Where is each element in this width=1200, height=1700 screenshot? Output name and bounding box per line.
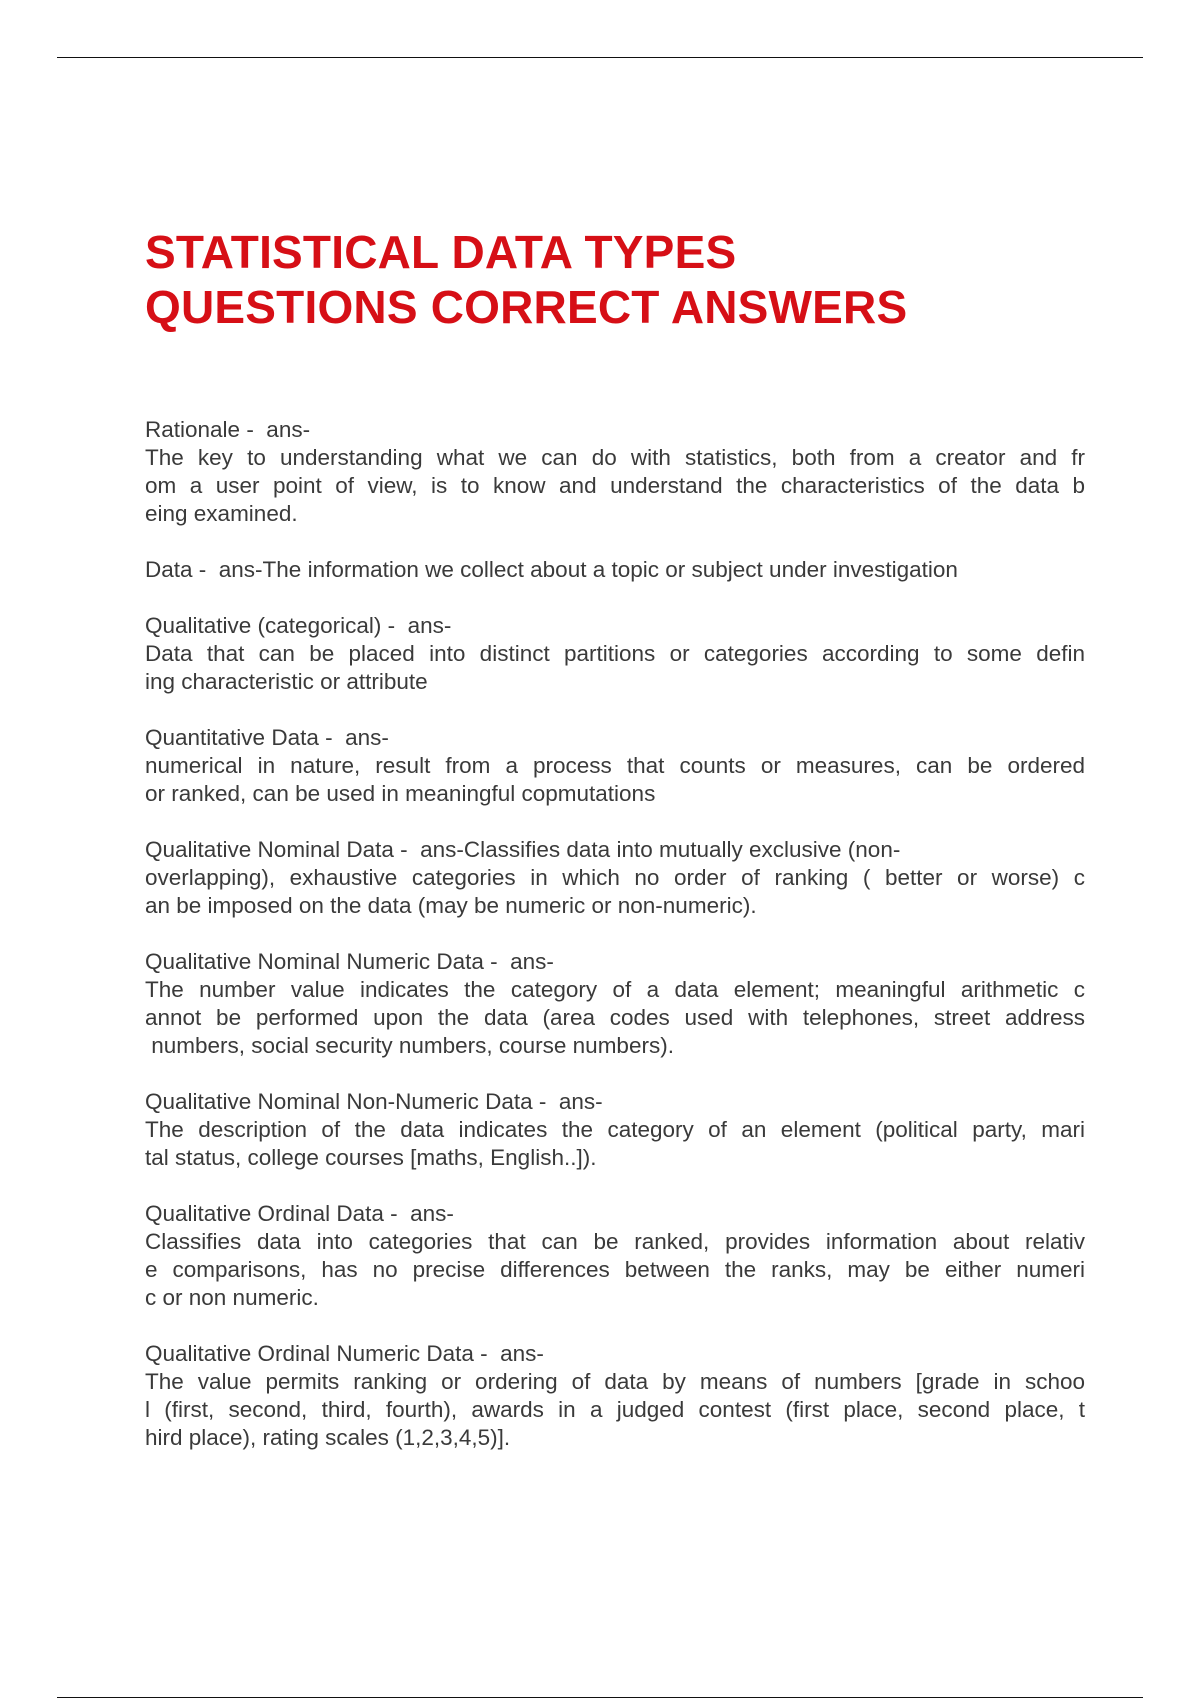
- qa-term: Quantitative Data - ans-: [145, 725, 389, 750]
- qa-answer-line: an be imposed on the data (may be numeric or non-numeric).: [145, 893, 757, 918]
- title-line-1: STATISTICAL DATA TYPES: [145, 226, 737, 278]
- qa-answer-line: Data that can be placed into distinct partitions or categories according to some defin: [145, 641, 1085, 666]
- qa-entry: [145, 1340, 1085, 1452]
- qa-answer-line: or ranked, can be used in meaningful copmutations: [145, 781, 656, 806]
- qa-answer-line: e comparisons, has no precise differences between the ranks, may be either numeri: [145, 1257, 1085, 1282]
- qa-answer-line: Classifies data into categories that can be ranked, provides information about relativ: [145, 1229, 1085, 1254]
- bottom-rule: [57, 1697, 1143, 1698]
- qa-answer-line: The value permits ranking or ordering of data by means of numbers [grade in schoo: [145, 1369, 1085, 1394]
- qa-answer-line: hird place), rating scales (1,2,3,4,5)].: [145, 1425, 511, 1450]
- qa-answer-line: overlapping), exhaustive categories in which no order of ranking ( better or worse) c: [145, 865, 1085, 890]
- qa-answer-line: numbers, social security numbers, course numbers).: [145, 1033, 674, 1058]
- qa-term: Data - ans-The information we collect about a topic or subject under investigation: [145, 557, 958, 582]
- qa-answer-line: annot be performed upon the data (area codes used with telephones, street address: [145, 1005, 1085, 1030]
- qa-answer-line: c or non numeric.: [145, 1285, 319, 1310]
- qa-answer-line: tal status, college courses [maths, English..]).: [145, 1145, 597, 1170]
- qa-entry: [145, 416, 1085, 528]
- qa-term: Qualitative Nominal Data - ans-Classifies data into mutually exclusive (non-: [145, 837, 901, 862]
- qa-answer-line: eing examined.: [145, 501, 298, 526]
- qa-entry: [145, 612, 1085, 696]
- qa-answer-line: The number value indicates the category of a data element; meaningful arithmetic c: [145, 977, 1085, 1002]
- qa-entry: [145, 556, 1085, 584]
- qa-entry: [145, 724, 1085, 808]
- qa-term: Qualitative Nominal Non-Numeric Data - ans-: [145, 1089, 603, 1114]
- qa-answer-line: The key to understanding what we can do with statistics, both from a creator and fr: [145, 445, 1085, 470]
- qa-entry: [145, 1200, 1085, 1312]
- qa-entry: [145, 836, 1085, 920]
- qa-answer-line: om a user point of view, is to know and understand the characteristics of the data b: [145, 473, 1085, 498]
- qa-answer-line: The description of the data indicates the category of an element (political party, mari: [145, 1117, 1085, 1142]
- qa-answer-line: l (first, second, third, fourth), awards in a judged contest (first place, second place, t: [145, 1397, 1085, 1422]
- qa-term: Rationale - ans-: [145, 417, 311, 442]
- qa-term: Qualitative Ordinal Numeric Data - ans-: [145, 1341, 544, 1366]
- qa-answer-line: ing characteristic or attribute: [145, 669, 428, 694]
- qa-term: Qualitative Nominal Numeric Data - ans-: [145, 949, 554, 974]
- top-rule: [57, 57, 1143, 58]
- qa-entry: [145, 1088, 1085, 1172]
- qa-term: Qualitative Ordinal Data - ans-: [145, 1201, 454, 1226]
- qa-answer-line: numerical in nature, result from a process that counts or measures, can be ordered: [145, 753, 1085, 778]
- qa-list: [145, 416, 1085, 1480]
- qa-entry: [145, 948, 1085, 1060]
- qa-term: Qualitative (categorical) - ans-: [145, 613, 452, 638]
- page-title: [145, 225, 1105, 335]
- title-line-2: QUESTIONS CORRECT ANSWERS: [145, 281, 908, 333]
